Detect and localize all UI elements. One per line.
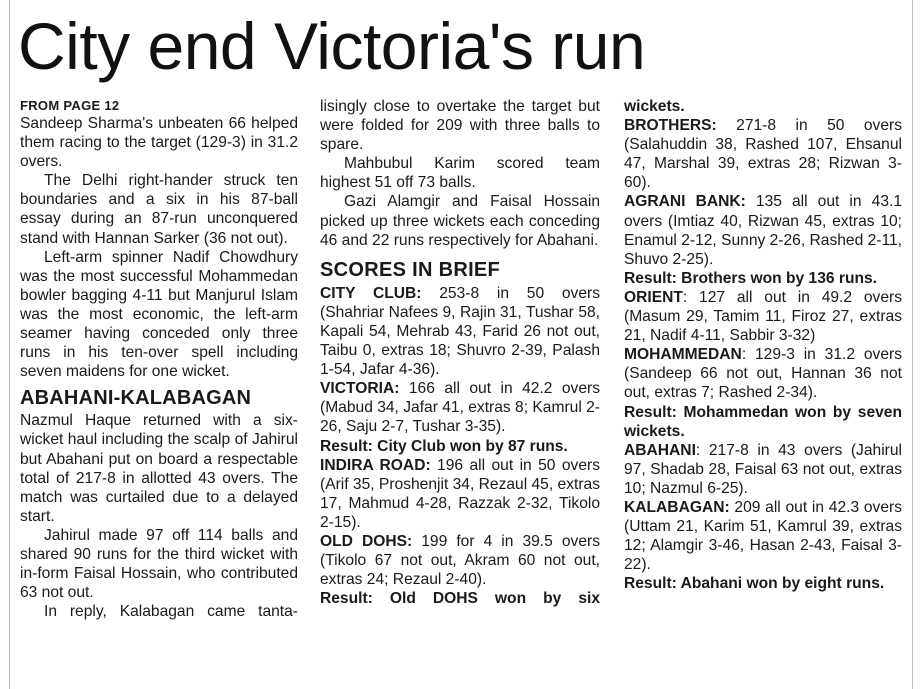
- team-name: ORIENT: [624, 288, 683, 306]
- scorecard-entry: [624, 288, 902, 345]
- scorecard-entry: [320, 284, 600, 379]
- paragraph: lisingly close to overtake the target but were folded for 209 with three balls to spare.: [320, 98, 600, 154]
- score-text: 135 all out in 43.1 overs (Imtiaz 40, Rizwan 45, extras 10; Enamul 2-12, Sunny 2-26, Rashed 2-11, Shuvo 2-25).: [624, 193, 902, 268]
- left-border-rule: [9, 0, 10, 689]
- scores-subhead: SCORES IN BRIEF: [320, 258, 501, 281]
- match-result: Result: Abahani won by eight runs.: [624, 575, 885, 593]
- team-name: BROTHERS:: [624, 117, 717, 135]
- scorecard-entry: [624, 192, 902, 268]
- match-result: Result: Mohammedan won by seven wickets.: [624, 403, 902, 440]
- article-column-1: [20, 97, 298, 621]
- match-result: wickets.: [624, 98, 685, 115]
- score-text: 271-8 in 50 overs (Salahuddin 38, Rashed 107, Ehsanul 47, Marshal 39, extras 28; Rizwan 3-60).: [624, 117, 902, 192]
- paragraph: Gazi Alamgir and Faisal Hossain picked up three wickets each conceding 46 and 22 runs respectively for Abahani.: [320, 193, 600, 249]
- paragraph: Jahirul made 97 off 114 balls and shared 90 runs for the third wicket with in-form Faisal Hossain, who contributed 63 not out.: [20, 526, 298, 602]
- scorecard-entry: [624, 498, 902, 574]
- team-name: VICTORIA:: [320, 380, 400, 398]
- match-result: Result: Old DOHS won by six: [320, 590, 600, 608]
- scorecard-entry: [320, 379, 600, 436]
- score-text: : 129-3 in 31.2 overs (Sandeep 66 not out, Hannan 36 not out, extras 7; Rashed 2-34).: [624, 346, 902, 402]
- scorecard-entry: [624, 441, 902, 498]
- paragraph: In reply, Kalabagan came tanta-: [44, 603, 298, 621]
- scorecard-entry: [624, 116, 902, 192]
- score-text: 166 all out in 42.2 overs (Mabud 34, Jafar 41, extras 8; Kamrul 2-26, Saju 2-7, Tushar 3-35).: [320, 380, 600, 436]
- headline: City end Victoria's run: [18, 9, 646, 83]
- scorecard-entry: [320, 532, 600, 589]
- article-column-2: [320, 97, 600, 608]
- team-name: ABAHANI: [624, 441, 696, 459]
- scorecard-entry: [320, 456, 600, 532]
- scorecard-entry: [624, 345, 902, 402]
- right-border-rule: [912, 0, 913, 689]
- team-name: INDIRA ROAD:: [320, 456, 431, 474]
- match-result: Result: City Club won by 87 runs.: [320, 437, 568, 455]
- score-text: 199 for 4 in 39.5 overs (Tikolo 67 not out, Akram 60 not out, extras 24; Rezaul 2-40).: [320, 532, 600, 589]
- team-name: MOHAMMEDAN: [624, 346, 742, 364]
- team-name: AGRANI BANK:: [624, 193, 746, 211]
- continued-from-label: FROM PAGE 12: [20, 98, 120, 113]
- article-column-3: [624, 97, 902, 593]
- paragraph: Sandeep Sharma's unbeaten 66 helped them racing to the target (129-3) in 31.2 overs.: [20, 115, 298, 171]
- paragraph: Left-arm spinner Nadif Chowdhury was the most successful Mohammedan bowler bagging 4-11 but Manjurul Islam was the most economic, the left-arm seamer having conceded only three runs in his ten-over spell including seven maidens for one wicket.: [20, 248, 298, 381]
- paragraph: Nazmul Haque returned with a six-wicket haul including the scalp of Jahirul but Abahani put on board a respectable total of 217-8 in allotted 43 overs. The match was curtailed due to a delayed start.: [20, 412, 298, 525]
- section-subhead: ABAHANI-KALABAGAN: [20, 387, 252, 410]
- score-text: : 217-8 in 43 overs (Jahirul 97, Shadab 28, Faisal 63 not out, extras 10; Nazmul 6-25).: [624, 441, 902, 497]
- team-name: OLD DOHS:: [320, 532, 413, 550]
- team-name: CITY CLUB:: [320, 284, 422, 302]
- match-result: Result: Brothers won by 136 runs.: [624, 269, 878, 287]
- paragraph: The Delhi right-hander struck ten boundaries and a six in his 87-ball essay during an 87-run unconquered stand with Hannan Sarker (36 not out).: [20, 172, 298, 247]
- score-text: 209 all out in 42.3 overs (Uttam 21, Karim 51, Kamrul 39, extras 12; Alamgir 3-46, Hasan 2-43, Faisal 3-22).: [624, 498, 902, 574]
- score-text: : 127 all out in 49.2 overs (Masum 29, Tamim 11, Firoz 27, extras 21, Nadif 4-11, Sabbir 3-32): [624, 288, 902, 345]
- team-name: KALABAGAN:: [624, 498, 730, 516]
- score-text: 196 all out in 50 overs (Arif 35, Proshenjit 34, Rezaul 45, extras 17, Mahmud 4-28, Razzak 2-32, Tikolo 2-15).: [320, 456, 601, 531]
- paragraph: Mahbubul Karim scored team highest 51 off 73 balls.: [320, 155, 600, 192]
- score-text: 253-8 in 50 overs (Shahriar Nafees 9, Rajin 31, Tushar 58, Kapali 54, Mehrab 43, Farid 26 not out, Taibu 0, extras 18; Shuvro 2-39, Palash 1-54, Jafar 4-36).: [320, 284, 601, 379]
